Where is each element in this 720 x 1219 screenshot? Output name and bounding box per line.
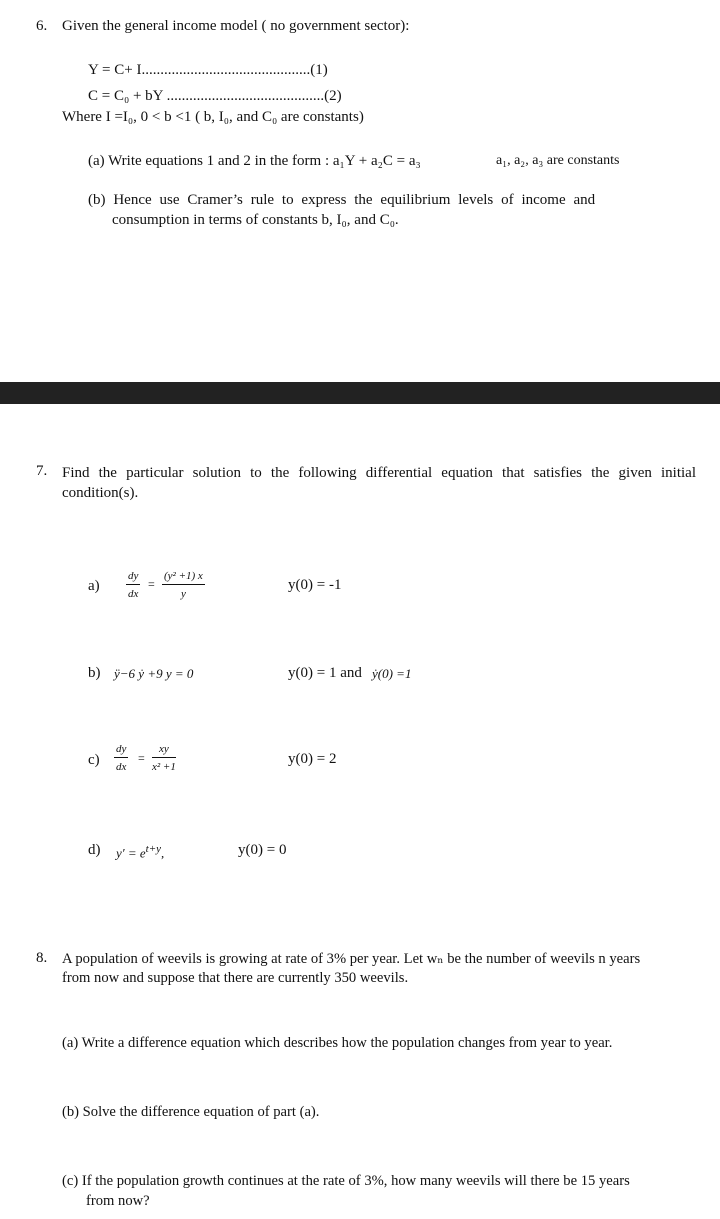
q8-part-a: (a) Write a difference equation which describes how the population changes from year to year. — [62, 1035, 613, 1051]
q7d-comma: , — [161, 845, 165, 861]
q7a-lhs-num: dy — [126, 570, 140, 585]
q6-equation-2: C = C₀ + bY ..........................................(2) — [88, 88, 342, 104]
q6-where: Where I =I₀, 0 < b <1 ( b, I₀, and C₀ are constants) — [62, 109, 364, 125]
q7a-condition: y(0) = -1 — [288, 577, 342, 593]
q7d-label: d) — [88, 842, 101, 858]
q6-part-a: (a) Write equations 1 and 2 in the form : a₁Y + a₂C = a₃ — [88, 153, 421, 169]
q7d-condition: y(0) = 0 — [238, 842, 287, 858]
q7c-rhs-fraction — [152, 743, 176, 773]
q7c-condition: y(0) = 2 — [288, 751, 337, 767]
q7c-label: c) — [88, 752, 100, 768]
page-divider — [0, 382, 720, 404]
q7b-condition-2: ẏ(0) =1 — [372, 666, 412, 681]
q7d-exponent: t+y — [145, 843, 162, 855]
q6-part-a-note: a₁, a₂, a₃ are constants — [496, 153, 620, 168]
q6-intro: Given the general income model ( no government sector): — [62, 18, 410, 34]
q7d-equation-base: y′ = e — [116, 845, 146, 861]
q8-part-c-line1: (c) If the population growth continues at the rate of 3%, how many weevils will there be 15 years — [62, 1173, 630, 1189]
q6-number: 6. — [36, 18, 48, 34]
q7c-equals: = — [138, 751, 145, 765]
q7c-lhs-fraction — [114, 743, 128, 773]
q7b-label: b) — [88, 665, 101, 681]
q7c-lhs-num: dy — [114, 743, 128, 758]
q7b-condition: y(0) = 1 and — [288, 665, 362, 681]
q7a-rhs-den: y — [180, 588, 186, 600]
q8-number: 8. — [36, 950, 48, 966]
q7a-rhs-num: (y² +1) x — [162, 570, 205, 585]
q7c-rhs-num: xy — [152, 743, 176, 758]
q7d-equation — [116, 843, 164, 861]
q7a-rhs-fraction — [162, 570, 205, 600]
q6-part-b-line1: (b) Hence use Cramer’s rule to express the equilibrium levels of income and — [88, 192, 596, 208]
q8-part-b: (b) Solve the difference equation of part (a). — [62, 1104, 320, 1120]
q7b-equation: ÿ−6 ẏ +9 y = 0 — [114, 666, 194, 681]
q8-intro-line2: from now and suppose that there are currently 350 weevils. — [62, 970, 409, 986]
q7a-lhs-den: dx — [128, 588, 139, 600]
q8-part-c-line2: from now? — [86, 1193, 150, 1209]
q7a-equals: = — [148, 577, 155, 591]
q7a-label: a) — [88, 578, 100, 594]
q6-part-b-line2: consumption in terms of constants b, I₀, and C₀. — [112, 212, 399, 228]
q7c-lhs-den: dx — [116, 761, 127, 773]
q7a-lhs-fraction — [126, 570, 140, 600]
q8-intro-line1: A population of weevils is growing at rate of 3% per year. Let wₙ be the number of weevils n years — [62, 951, 641, 967]
q7-intro: Find the particular solution to the following differential equation that satisfies the given initial condition(s). — [62, 465, 696, 501]
q7-number: 7. — [36, 463, 48, 479]
q7c-rhs-den: x² +1 — [152, 761, 176, 773]
q6-equation-1: Y = C+ I.............................................(1) — [88, 62, 328, 78]
